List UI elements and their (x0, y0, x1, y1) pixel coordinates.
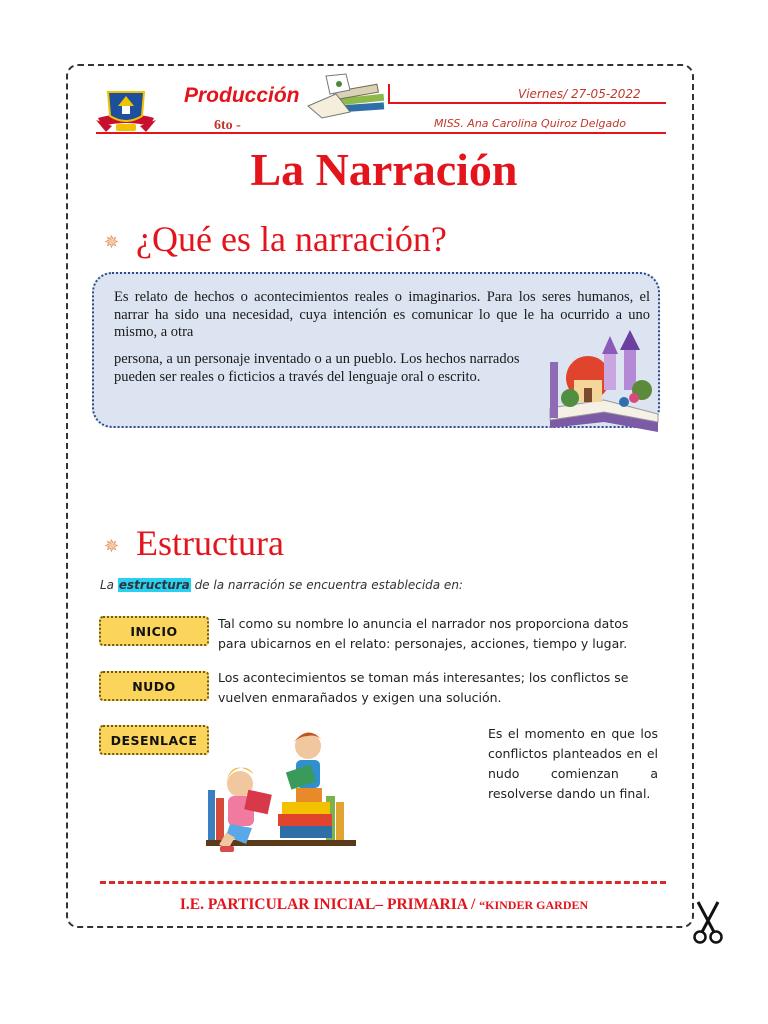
definition-paragraph-top: Es relato de hechos o acontecimientos reales o imaginarios. Para los seres humanos, el narrar ha sido una necesidad, cuya intención es comunicar lo que le ha ocurrido a uno mismo, a otra (114, 289, 650, 340)
kids-reading-icon (192, 728, 360, 862)
section-heading-what-is: ¿Qué es la narración? (136, 219, 447, 259)
structure-intro (100, 578, 463, 592)
star-bullet-icon: ✵ (104, 536, 120, 557)
footer-divider (100, 881, 666, 884)
label-inicio: INICIO (99, 616, 209, 646)
description-nudo: Los acontecimientos se toman más interesantes; los conflictos se vuelven enmarañados y exigen una solución. (218, 670, 629, 705)
header-date: Viernes/ 27-05-2022 (518, 87, 641, 101)
header-rule-bottom (96, 132, 666, 134)
footer-school (0, 896, 768, 914)
header-rule-divider (388, 84, 390, 104)
star-bullet-icon: ✵ (104, 232, 120, 253)
definition-paragraph-bottom: persona, a un personaje inventado o a un pueblo. Los hechos narrados pueden ser reales o ficticios a través del lenguaje oral o escrito. (114, 351, 520, 385)
footer-school-suffix: “KINDER GARDEN (479, 898, 589, 912)
intro-text-before: La (100, 578, 118, 592)
scissors-icon (690, 900, 726, 944)
subject-title: Producción (184, 84, 300, 107)
page-title: La Narración (250, 144, 518, 195)
description-desenlace: Es el momento en que los conflictos planteados en el nudo comienzan a resolverse dando un final. (488, 726, 658, 801)
teacher-name: MISS. Ana Carolina Quiroz Delgado (434, 117, 626, 130)
stacked-books-icon (306, 72, 388, 120)
footer-school-name: I.E. PARTICULAR INICIAL– PRIMARIA / (179, 896, 476, 913)
intro-highlight: estructura (118, 578, 190, 592)
header-rule-top (388, 102, 666, 104)
grade-label: 6to - (214, 118, 241, 132)
intro-text-after: de la narración se encuentra establecida en: (190, 578, 463, 592)
label-nudo: NUDO (99, 671, 209, 701)
description-inicio: Tal como su nombre lo anuncia el narrador nos proporciona datos para ubicarnos en el relato: personajes, acciones, tiempo y lugar. (218, 616, 629, 651)
section-heading-structure: Estructura (136, 523, 284, 563)
fairytale-book-icon (540, 328, 664, 444)
label-desenlace: DESENLACE (99, 725, 209, 755)
